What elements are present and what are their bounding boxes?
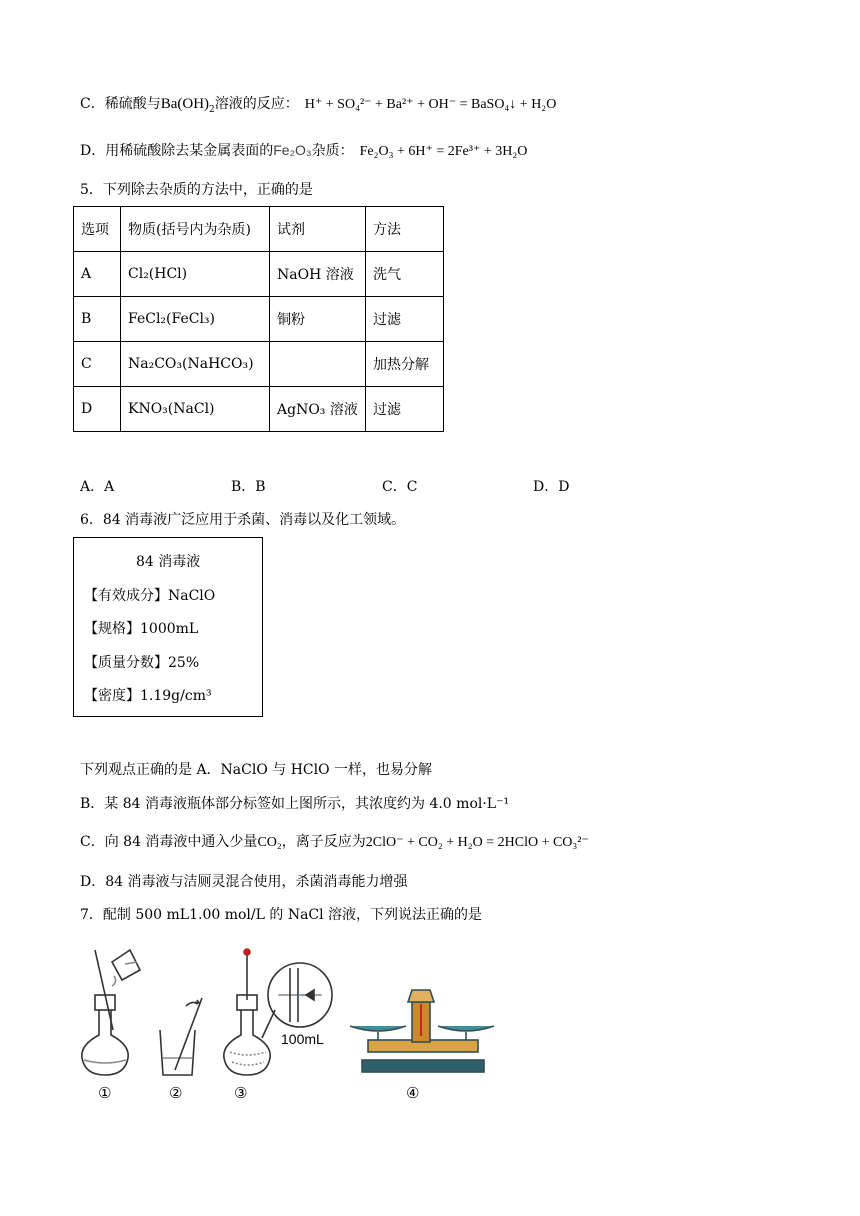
table-cell: D: [74, 387, 121, 432]
table-row: [74, 297, 444, 342]
volumetric-flask-dropper-icon: [224, 949, 332, 1075]
q6-option-d: D．84 消毒液与洁厕灵混合使用，杀菌消毒能力增强: [80, 874, 408, 890]
label-line: 【质量分数】25%: [84, 655, 200, 671]
q4-d-impurity: Fe₂O₃: [273, 142, 312, 158]
table-cell: AgNO₃ 溶液: [270, 387, 366, 432]
table-row: [74, 342, 444, 387]
table-row: [74, 387, 444, 432]
q4-d-prefix: D．用稀硫酸除去某金属表面的: [80, 143, 274, 159]
q5-table: [73, 206, 444, 432]
product-label-box: [73, 537, 263, 717]
figure-label: ②: [169, 1084, 183, 1102]
q6-option-b: B．某 84 消毒液瓶体部分标签如上图所示，其浓度约为 4.0 mol·L⁻¹: [80, 796, 510, 812]
table-cell: C: [74, 342, 121, 387]
beaker-stirring-icon: [160, 998, 202, 1075]
q5-option-b: B．B: [231, 479, 266, 495]
q6-c-prefix: C．向 84 消毒液中通入少量: [80, 834, 258, 850]
table-cell: [270, 342, 366, 387]
q5-option-a: A．A: [80, 479, 115, 495]
table-row: [74, 252, 444, 297]
label-title: 84 消毒液: [136, 554, 201, 570]
table-header-cell: 试剂: [270, 207, 366, 252]
figure-label: ③: [234, 1084, 248, 1102]
table-cell: 过滤: [366, 387, 444, 432]
q7-stem: 7．配制 500 mL1.00 mol/L 的 NaCl 溶液，下列说法正确的是: [80, 907, 483, 923]
table-cell: A: [74, 252, 121, 297]
figure-label: ④: [406, 1084, 420, 1102]
q6-c-gas: CO₂: [257, 835, 282, 850]
label-line: 【规格】1000mL: [84, 621, 199, 637]
table-cell: Na₂CO₃(NaHCO₃): [121, 342, 270, 387]
q4-c-suffix: 溶液的反应：: [214, 96, 299, 112]
table-cell: 洗气: [366, 252, 444, 297]
apparatus-drawings: [0, 940, 520, 1110]
balance-scale-icon: [350, 990, 494, 1072]
q6-stem: 6．84 消毒液广泛应用于杀菌、消毒以及化工领域。: [80, 512, 406, 528]
q4-c-equation: H⁺ + SO₄²⁻ + Ba²⁺ + OH⁻ = BaSO₄↓ + H₂O: [304, 97, 557, 112]
table-cell: 铜粉: [270, 297, 366, 342]
table-header-row: [74, 207, 444, 252]
volumetric-flask-pouring-icon: [82, 950, 140, 1075]
label-line: 【密度】1.19g/cm³: [84, 688, 212, 704]
q4-option-d: [80, 140, 527, 162]
table-cell: B: [74, 297, 121, 342]
q5-stem: 5．下列除去杂质的方法中，正确的是: [80, 182, 313, 198]
q6-c-equation: 2ClO⁻ + CO₂ + H₂O = 2HClO + CO₃²⁻: [365, 835, 589, 850]
table-header-cell: 方法: [366, 207, 444, 252]
table-header-cell: 选项: [74, 207, 121, 252]
label-line: 【有效成分】NaClO: [84, 588, 216, 604]
q4-c-reagent-sub: 2: [209, 104, 215, 115]
q4-d-equation: Fe₂O₃ + 6H⁺ = 2Fe³⁺ + 3H₂O: [359, 144, 528, 159]
table-cell: NaOH 溶液: [270, 252, 366, 297]
q4-option-c: [80, 94, 556, 115]
q6-c-mid: ，离子反应为: [281, 834, 366, 850]
table-header-cell: 物质(括号内为杂质): [121, 207, 270, 252]
q4-c-reagent: Ba(OH): [160, 96, 210, 112]
q4-d-suffix: 杂质：: [311, 143, 354, 159]
table-cell: 过滤: [366, 297, 444, 342]
q6-option-c: [80, 832, 589, 853]
q5-option-d: D．D: [533, 479, 570, 495]
table-cell: FeCl₂(FeCl₃): [121, 297, 270, 342]
q6-lead: 下列观点正确的是 A．NaClO 与 HClO 一样，也易分解: [80, 762, 433, 778]
q7-apparatus-figure: [0, 940, 520, 1110]
table-cell: KNO₃(NaCl): [121, 387, 270, 432]
figure-label: ①: [98, 1084, 112, 1102]
flask-volume-mark: 100mL: [281, 1031, 324, 1047]
table-cell: Cl₂(HCl): [121, 252, 270, 297]
q4-c-prefix: C．稀硫酸与: [80, 96, 161, 112]
q5-option-c: C．C: [382, 479, 418, 495]
table-cell: 加热分解: [366, 342, 444, 387]
